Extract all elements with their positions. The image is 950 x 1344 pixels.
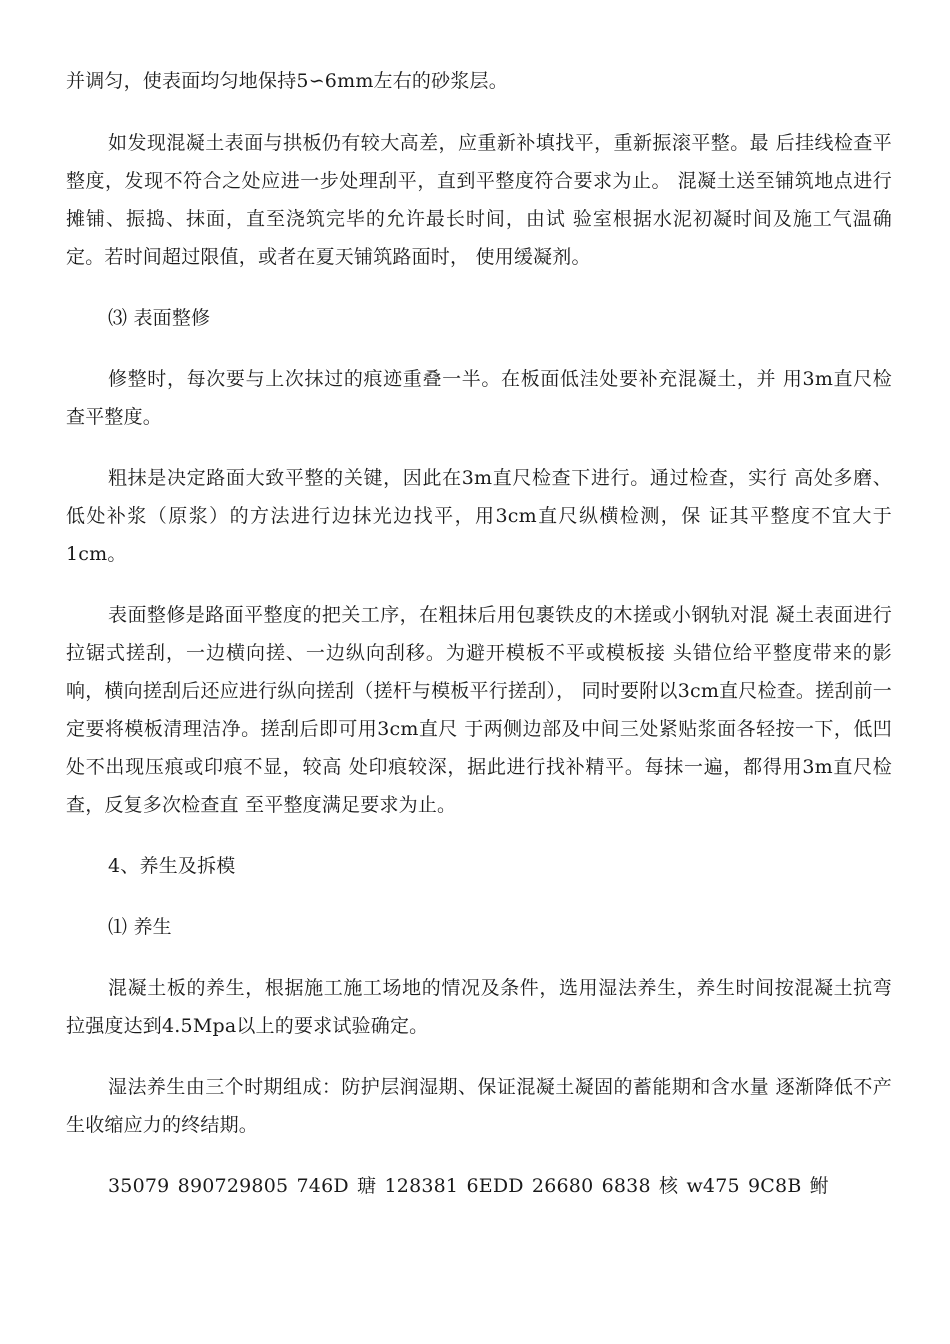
paragraph-continuation: 并调匀，使表面均匀地保持5∽6mm左右的砂浆层。 [66,70,508,92]
paragraph-rough-trowel: 粗抹是决定路面大致平整的关键，因此在3m直尺检查下进行。通过检查，实行 高处多磨、低处补浆（原浆）的方法进行边抹光边找平，用3cm直尺纵横检测，保 证其平整度不宜大于1cm。 [66,467,892,565]
document-page [66,62,892,1228]
heading-curing: ⑴ 养生 [108,916,172,938]
heading-surface-finishing: ⑶ 表面整修 [108,307,211,329]
paragraph-code-string: 35079 890729805 746D 瑭 128381 6EDD 26680 6838 核 w475 9C8B 鲋 [108,1175,829,1197]
paragraph-leveling-check: 如发现混凝土表面与拱板仍有较大高差，应重新补填找平，重新振滚平整。最 后挂线检查平整度，发现不符合之处应进一步处理刮平，直到平整度符合要求为止。 混凝土送至铺筑地点进行摊铺、振捣、抹面，直至浇筑完毕的允许最长时间，由试 验室根据水泥初凝时间及施工气温确定。若时间超过限值，或者在夏天铺筑路面时， 使用缓凝剂。 [66,132,892,268]
paragraph-surface-finishing-process: 表面整修是路面平整度的把关工序，在粗抹后用包裹铁皮的木搓或小钢轨对混 凝土表面进行拉锯式搓刮，一边横向搓、一边纵向刮移。为避开模板不平或模板接 头错位给平整度带来的影响，横向搓刮后还应进行纵向搓刮（搓杆与模板平行搓刮）， 同时要附以3cm直尺检查。搓刮前一定要将模板清理洁净。搓刮后即可用3cm直尺 于两侧边部及中间三处紧贴浆面各轻按一下，低凹处不出现压痕或印痕不显，较高 处印痕较深，据此进行找补精平。每抹一遍，都得用3m直尺检查，反复多次检查直 至平整度满足要求为止。 [66,604,892,816]
paragraph-trimming: 修整时，每次要与上次抹过的痕迹重叠一半。在板面低洼处要补充混凝土，并 用3m直尺检查平整度。 [66,368,892,428]
paragraph-curing-method: 混凝土板的养生，根据施工施工场地的情况及条件，选用湿法养生，养生时间按混凝土抗弯拉强度达到4.5Mpa以上的要求试验确定。 [66,977,892,1037]
paragraph-wet-curing-stages: 湿法养生由三个时期组成：防护层润湿期、保证混凝土凝固的蓄能期和含水量 逐渐降低不产生收缩应力的终结期。 [66,1076,892,1136]
heading-curing-and-formwork-removal: 4、养生及拆模 [108,855,236,877]
